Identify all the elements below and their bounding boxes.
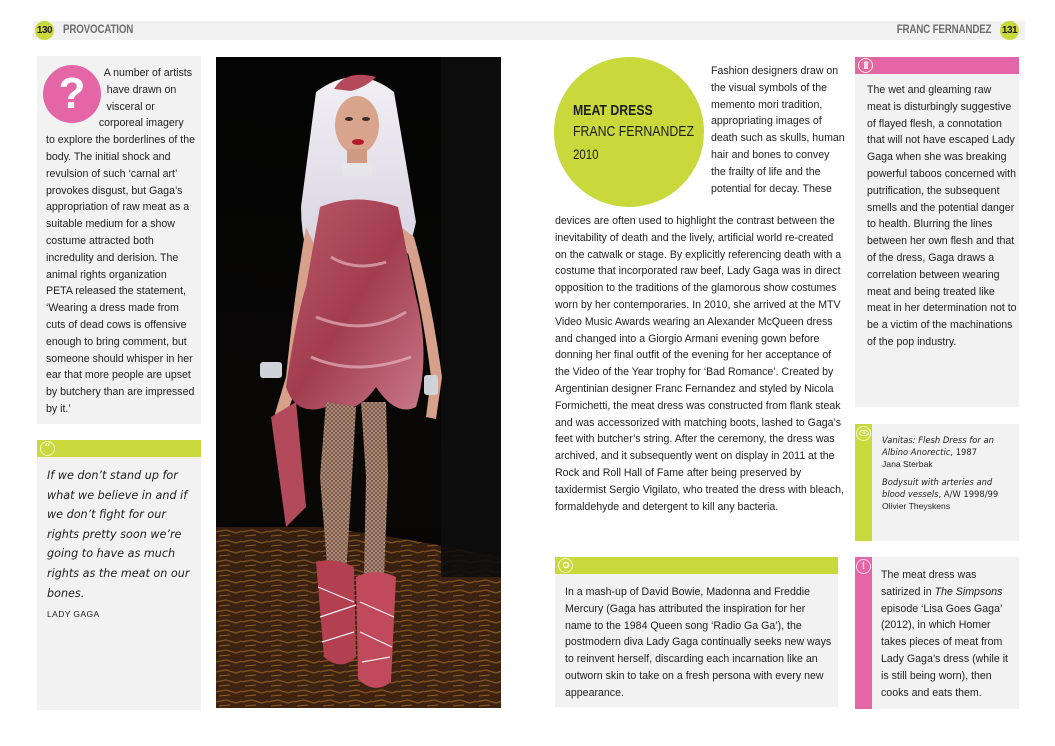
section-title: PROVOCATION: [63, 24, 134, 36]
meat-dress-photo: [216, 57, 501, 708]
reference-title: [882, 434, 1014, 458]
pull-quote: [47, 466, 197, 620]
focus-text: The wet and gleaming raw meat is disturbingly suggestive of flayed flesh, a connotation that will not have escaped Lady Gaga when she was breaking powerful taboos concerned with putrification, the subsequent smells and the potential danger to health. Blurring the lines between her own flesh and that of the dress, Gaga draws a correlation between wearing meat and being treated like meat in her determination not to be a victim of the machinations of the pop industry.: [867, 84, 1017, 348]
page-number-badge: 131: [1000, 21, 1019, 40]
reference-artist: Jana Sterbak: [882, 459, 933, 469]
reference-artist: Olivier Theyskens: [882, 501, 951, 511]
context-band: [555, 557, 838, 574]
focus-band: [855, 57, 1019, 74]
reference-list: [882, 434, 1014, 518]
eye-icon: [856, 426, 871, 441]
quote-author: LADY GAGA: [47, 609, 100, 620]
running-header-left: [33, 21, 530, 40]
question-sidebar: [37, 56, 201, 424]
trivia-text-part: The meat dress was satirized in: [881, 569, 977, 598]
entry-year: 2010: [573, 146, 599, 162]
entry-designer: FRANC FERNANDEZ: [573, 123, 694, 140]
trivia-sidebar: [855, 557, 1019, 709]
trivia-show-title: The Simpsons: [934, 585, 1003, 598]
main-text-intro: Fashion designers draw on the visual symbols of the memento mori tradition, appropriating images of death such as skulls, human hair and bones to convey the frailty of life and the potential for decay. These: [711, 65, 845, 195]
reference-item: [882, 434, 1014, 470]
target-icon: [558, 558, 573, 573]
quote-sidebar: [37, 440, 201, 710]
running-header-right: [530, 21, 1025, 40]
quotation-mark-icon: “: [40, 441, 55, 456]
trivia-text-part: episode ‘Lisa Goes Gaga’ (2012), in which Homer takes pieces of meat from Lady Gaga’s dress (while it is still being worn), then cooks and eats them.: [881, 602, 1008, 699]
context-text: In a mash-up of David Bowie, Madonna and Freddie Mercury (Gaga has attributed the inspiration for her name to the 1984 Queen song ‘Radio Ga Ga’), the postmodern diva Lady Gaga continually seeks new ways to reinvent herself, discarding each incarnation like an outworn skin to take on a fresh persona with every new appearance.: [565, 586, 832, 699]
question-text: A number of artists have drawn on visceral or corporeal imagery to explore the borderlines of the body. The initial shock and revulsion of such ‘carnal art’ provokes disgust, but Gaga’s appropriation of raw meat as a suitable medium for a show costume attracted both incredulity and derision. The animal rights organization PETA released the statement, ‘Wearing a dress made from cuts of dead cows is offensive enough to bring comment, but someone should whisper in her ear that more people are upset by butchery than are impressed by it.’: [46, 67, 195, 415]
see-also-sidebar: [855, 424, 1019, 541]
quote-text: If we don’t stand up for what we believe in and if we don’t fight for our rights pretty soon we’re going to have as much rights as the meat on our bones.: [47, 469, 190, 600]
trivia-bar: [855, 557, 872, 709]
focus-sidebar: [855, 57, 1019, 407]
reference-title: [882, 476, 1014, 500]
trivia-text: [881, 567, 1017, 701]
chapter-title: FRANC FERNANDEZ: [896, 24, 991, 36]
main-text-body: devices are often used to highlight the contrast between the inevitability of death and the lively, artificial world re-created on the catwalk or stage. By explicitly referencing death with a costume that incorporated raw beef, Lady Gaga was in direct opposition to the traditions of the glamorous show costumes worn by her contemporaries. In 2010, she arrived at the MTV Video Music Awards wearing an Alexander McQueen dress and changed into a Giorgio Armani evening gown before donning her final outfit of the evening for her acceptance of the Video of the Year trophy for ‘Bad Romance’. Created by Argentinian designer Franc Fernandez and styled by Nicola Formichetti, the meat dress was constructed from flank steak and was accessorized with matching boots, lashed to Gaga’s feet with butcher’s string. After the ceremony, the dress was archived, and it subsequently went on display in 2011 at the Rock and Roll Hall of Fame after being preserved by taxidermist Sergio Vigilato, who treated the dress with bleach, formaldehyde and detergent to kill any bacteria.: [555, 215, 844, 513]
reference-year: , 1987: [950, 447, 978, 457]
question-mark-icon: ?: [43, 65, 101, 123]
photo-illustration: [216, 57, 501, 708]
exclamation-icon: !: [856, 559, 871, 574]
figure-bust-icon: [858, 58, 873, 73]
reference-year: , A/W 1998/99: [938, 489, 999, 499]
entry-title: MEAT DRESS: [573, 102, 653, 119]
page-number-badge: 130: [35, 21, 54, 40]
quote-band: [37, 440, 201, 457]
context-sidebar: [555, 557, 838, 707]
reference-title-text: Vanitas: Flesh Dress for an Albino Anorectic: [882, 435, 994, 457]
entry-title-circle: [554, 57, 704, 207]
question-text-block: [37, 56, 201, 418]
see-also-bar: [855, 424, 872, 541]
reference-title-text: Bodysuit with arteries and blood vessels: [882, 477, 993, 499]
reference-item: [882, 476, 1014, 512]
